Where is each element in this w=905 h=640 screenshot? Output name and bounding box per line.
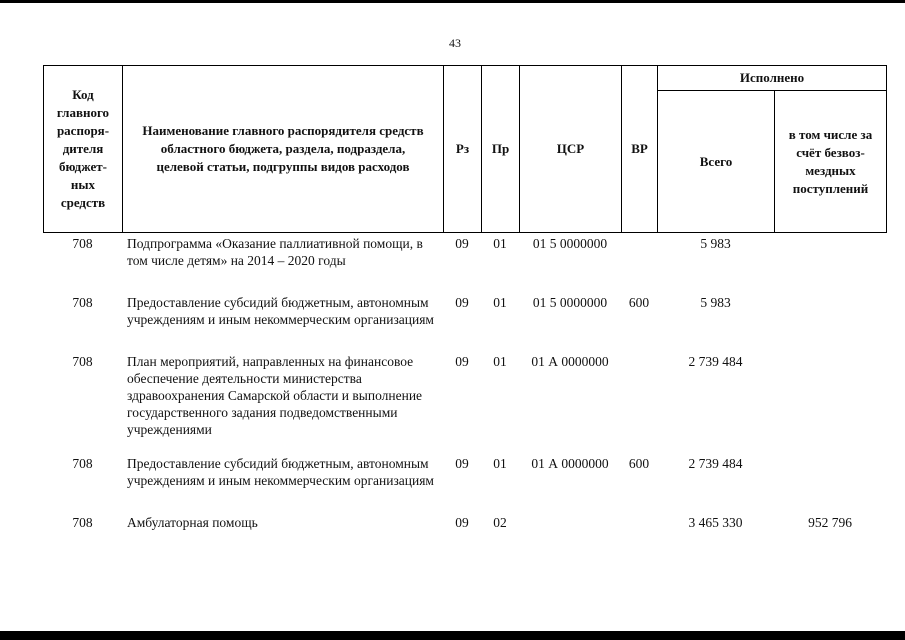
header-code bbox=[43, 65, 123, 233]
row-vr: 600 bbox=[628, 295, 650, 310]
row-code: 708 bbox=[72, 236, 93, 251]
row-name: Амбулаторная помощь bbox=[127, 515, 258, 530]
page-number: 43 bbox=[449, 36, 461, 50]
row-code: 708 bbox=[72, 354, 93, 369]
header-free-label: в том числе за счёт безвоз-мездных поступлений bbox=[788, 126, 873, 196]
row-pr: 01 bbox=[493, 236, 507, 251]
header-csr-label: ЦСР bbox=[556, 141, 585, 156]
header-vr-label: ВР bbox=[631, 141, 648, 156]
row-total: 2 739 484 bbox=[688, 354, 743, 369]
bottom-border bbox=[0, 631, 905, 640]
header-code-label: Код главного распоря-дителя бюджет-ных средств bbox=[56, 87, 110, 210]
header-csr bbox=[519, 65, 622, 233]
row-code: 708 bbox=[72, 295, 93, 310]
header-rz bbox=[443, 65, 482, 233]
header-pr bbox=[481, 65, 520, 233]
row-total: 5 983 bbox=[700, 236, 731, 251]
row-total: 3 465 330 bbox=[688, 515, 743, 530]
row-pr: 01 bbox=[493, 295, 507, 310]
header-vr bbox=[621, 65, 658, 233]
top-border bbox=[0, 0, 905, 3]
row-free: 952 796 bbox=[808, 515, 852, 530]
row-csr: 01 5 0000000 bbox=[532, 236, 608, 251]
row-rz: 09 bbox=[455, 354, 469, 369]
row-vr: 600 bbox=[628, 456, 650, 471]
row-name: Предоставление субсидий бюджетным, автономным учреждениям и иным некоммерческим организациям bbox=[127, 456, 434, 488]
header-total-label: Всего bbox=[699, 153, 733, 169]
row-code: 708 bbox=[72, 515, 93, 530]
row-code: 708 bbox=[72, 456, 93, 471]
header-rz-label: Рз bbox=[455, 141, 470, 156]
row-rz: 09 bbox=[455, 295, 469, 310]
header-total bbox=[657, 90, 775, 233]
row-rz: 09 bbox=[455, 456, 469, 471]
row-pr: 01 bbox=[493, 456, 507, 471]
row-csr: 01 А 0000000 bbox=[531, 456, 609, 471]
row-rz: 09 bbox=[455, 236, 469, 251]
row-total: 2 739 484 bbox=[688, 456, 743, 471]
row-name: Подпрограмма «Оказание паллиативной помощи, в том числе детям» на 2014 – 2020 годы bbox=[127, 236, 423, 268]
header-name bbox=[122, 65, 444, 233]
header-free bbox=[774, 90, 887, 233]
row-pr: 02 bbox=[493, 515, 507, 530]
header-executed bbox=[657, 65, 887, 91]
header-executed-label: Исполнено bbox=[739, 70, 805, 85]
header-name-label: Наименование главного распорядителя средств областного бюджета, раздела, подраздела, целевой статьи, подгруппы видов расходов bbox=[142, 123, 424, 174]
row-csr: 01 А 0000000 bbox=[531, 354, 609, 369]
row-rz: 09 bbox=[455, 515, 469, 530]
row-csr: 01 5 0000000 bbox=[532, 295, 608, 310]
header-pr-label: Пр bbox=[491, 141, 510, 156]
row-name: План мероприятий, направленных на финансовое обеспечение деятельности министерства здравоохранения Самарской области и выполнение государственного задания подведомственными учреждениями bbox=[127, 354, 423, 437]
row-total: 5 983 bbox=[700, 295, 731, 310]
row-pr: 01 bbox=[493, 354, 507, 369]
row-name: Предоставление субсидий бюджетным, автономным учреждениям и иным некоммерческим организациям bbox=[127, 295, 434, 327]
